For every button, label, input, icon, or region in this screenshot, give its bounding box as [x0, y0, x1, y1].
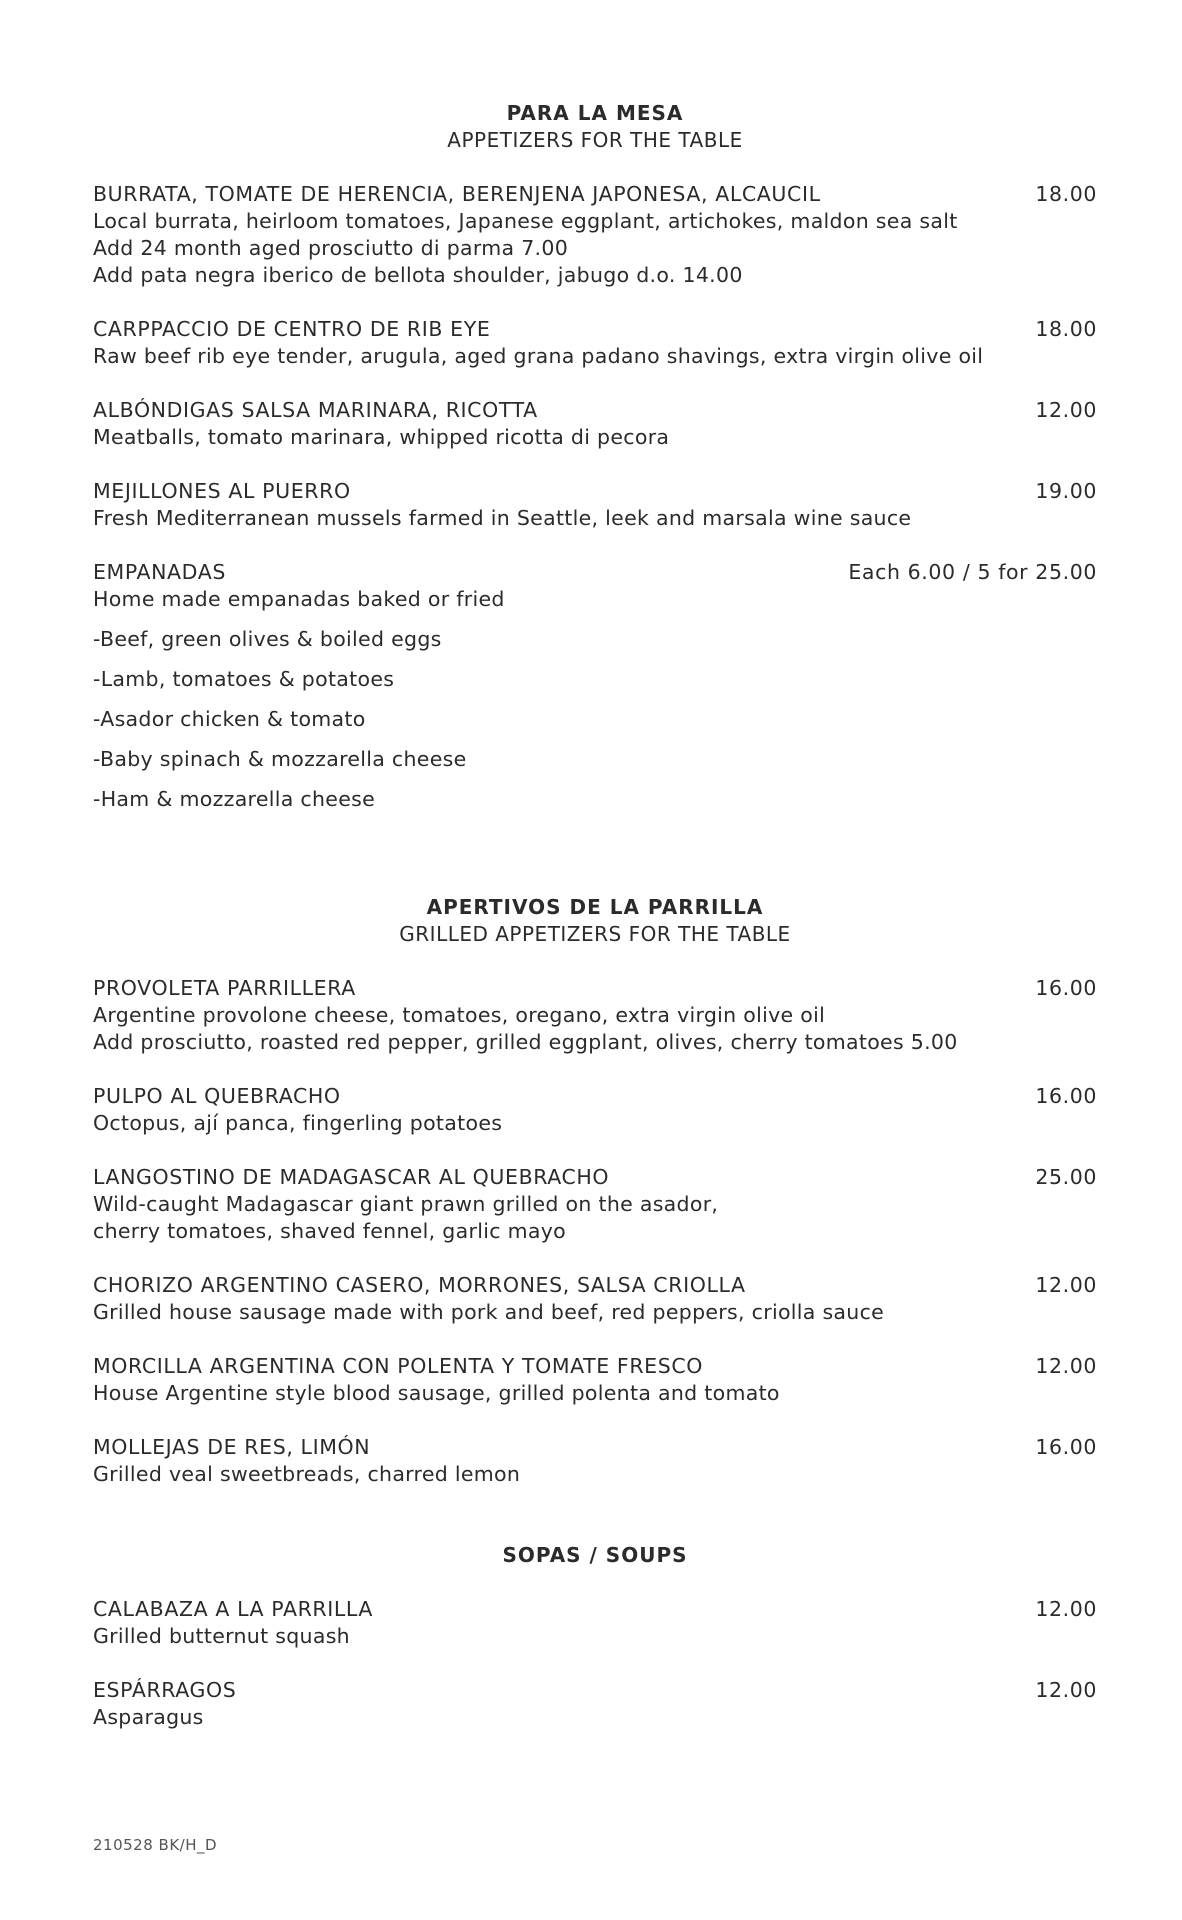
item-description: Grilled house sausage made with pork and beef, red peppers, criolla sauce: [93, 1300, 885, 1324]
item-name: LANGOSTINO DE MADAGASCAR AL QUEBRACHO: [93, 1165, 610, 1189]
item-description: Grilled veal sweetbreads, charred lemon: [93, 1462, 521, 1486]
item-description: Meatballs, tomato marinara, whipped ricotta di pecora: [93, 425, 670, 449]
section-title: PARA LA MESA: [506, 101, 684, 125]
item-price: Each 6.00 / 5 for 25.00: [848, 560, 1097, 584]
item-description: Asparagus: [93, 1705, 204, 1729]
item-name: CALABAZA A LA PARRILLA: [93, 1597, 374, 1621]
item-price: 25.00: [1035, 1165, 1097, 1189]
item-name: PROVOLETA PARRILLERA: [93, 976, 356, 1000]
empanada-variant: -Ham & mozzarella cheese: [93, 787, 375, 811]
item-price: 12.00: [1035, 1678, 1097, 1702]
section-header-apertivos: [93, 894, 1097, 948]
menu-item-calabaza: [93, 1596, 1097, 1650]
item-name: MORCILLA ARGENTINA CON POLENTA Y TOMATE FRESCO: [93, 1354, 703, 1378]
item-name: ALBÓNDIGAS SALSA MARINARA, RICOTTA: [93, 398, 538, 422]
item-name: CHORIZO ARGENTINO CASERO, MORRONES, SALSA CRIOLLA: [93, 1273, 746, 1297]
menu-item-mollejas: [93, 1434, 1097, 1488]
menu-item-albondigas: [93, 397, 1097, 451]
item-name: MOLLEJAS DE RES, LIMÓN: [93, 1435, 371, 1459]
section-subtitle: GRILLED APPETIZERS FOR THE TABLE: [399, 922, 791, 946]
item-price: 19.00: [1035, 479, 1097, 503]
item-price: 12.00: [1035, 1273, 1097, 1297]
item-name: PULPO AL QUEBRACHO: [93, 1084, 341, 1108]
item-name: BURRATA, TOMATE DE HERENCIA, BERENJENA JAPONESA, ALCAUCIL: [93, 182, 821, 206]
menu-item-esparragos: [93, 1677, 1097, 1731]
empanada-variant: -Asador chicken & tomato: [93, 707, 366, 731]
empanada-variant: -Baby spinach & mozzarella cheese: [93, 747, 467, 771]
footer-code: 210528 BK/H_D: [93, 1836, 218, 1854]
item-price: 16.00: [1035, 1084, 1097, 1108]
item-description: cherry tomatoes, shaved fennel, garlic mayo: [93, 1219, 566, 1243]
menu-item-morcilla: [93, 1353, 1097, 1407]
item-addon: Add 24 month aged prosciutto di parma 7.00: [93, 236, 569, 260]
section-header-sopas: [93, 1542, 1097, 1569]
section-title: APERTIVOS DE LA PARRILLA: [426, 895, 764, 919]
item-name: CARPPACCIO DE CENTRO DE RIB EYE: [93, 317, 491, 341]
menu-item-chorizo: [93, 1272, 1097, 1326]
item-description: Fresh Mediterranean mussels farmed in Seattle, leek and marsala wine sauce: [93, 506, 912, 530]
item-price: 12.00: [1035, 1597, 1097, 1621]
menu-item-burrata: [93, 181, 1097, 289]
menu-item-provoleta: [93, 975, 1097, 1056]
item-price: 16.00: [1035, 1435, 1097, 1459]
menu-page: [93, 100, 1097, 1731]
item-price: 12.00: [1035, 1354, 1097, 1378]
empanada-variant: -Lamb, tomatoes & potatoes: [93, 667, 395, 691]
menu-item-pulpo: [93, 1083, 1097, 1137]
item-description: Raw beef rib eye tender, arugula, aged grana padano shavings, extra virgin olive oil: [93, 344, 984, 368]
item-description: Argentine provolone cheese, tomatoes, oregano, extra virgin olive oil: [93, 1003, 826, 1027]
item-description: Grilled butternut squash: [93, 1624, 350, 1648]
item-addon: Add pata negra iberico de bellota shoulder, jabugo d.o. 14.00: [93, 263, 743, 287]
menu-item-empanadas: [93, 559, 1097, 813]
item-description: Wild-caught Madagascar giant prawn grilled on the asador,: [93, 1192, 719, 1216]
item-description: House Argentine style blood sausage, grilled polenta and tomato: [93, 1381, 780, 1405]
item-name: MEJILLONES AL PUERRO: [93, 479, 351, 503]
item-price: 18.00: [1035, 317, 1097, 341]
item-description: Octopus, ají panca, fingerling potatoes: [93, 1111, 503, 1135]
item-description: Local burrata, heirloom tomatoes, Japanese eggplant, artichokes, maldon sea salt: [93, 209, 958, 233]
item-addon: Add prosciutto, roasted red pepper, grilled eggplant, olives, cherry tomatoes 5.00: [93, 1030, 958, 1054]
item-price: 16.00: [1035, 976, 1097, 1000]
section-title: SOPAS / SOUPS: [502, 1543, 688, 1567]
item-name: EMPANADAS: [93, 560, 226, 584]
menu-item-langostino: [93, 1164, 1097, 1245]
section-subtitle: APPETIZERS FOR THE TABLE: [447, 128, 743, 152]
section-header-para-la-mesa: [93, 100, 1097, 154]
empanada-variant: -Beef, green olives & boiled eggs: [93, 627, 442, 651]
item-price: 12.00: [1035, 398, 1097, 422]
item-description: Home made empanadas baked or fried: [93, 587, 505, 611]
item-name: ESPÁRRAGOS: [93, 1678, 237, 1702]
item-price: 18.00: [1035, 182, 1097, 206]
menu-item-carppaccio: [93, 316, 1097, 370]
menu-item-mejillones: [93, 478, 1097, 532]
